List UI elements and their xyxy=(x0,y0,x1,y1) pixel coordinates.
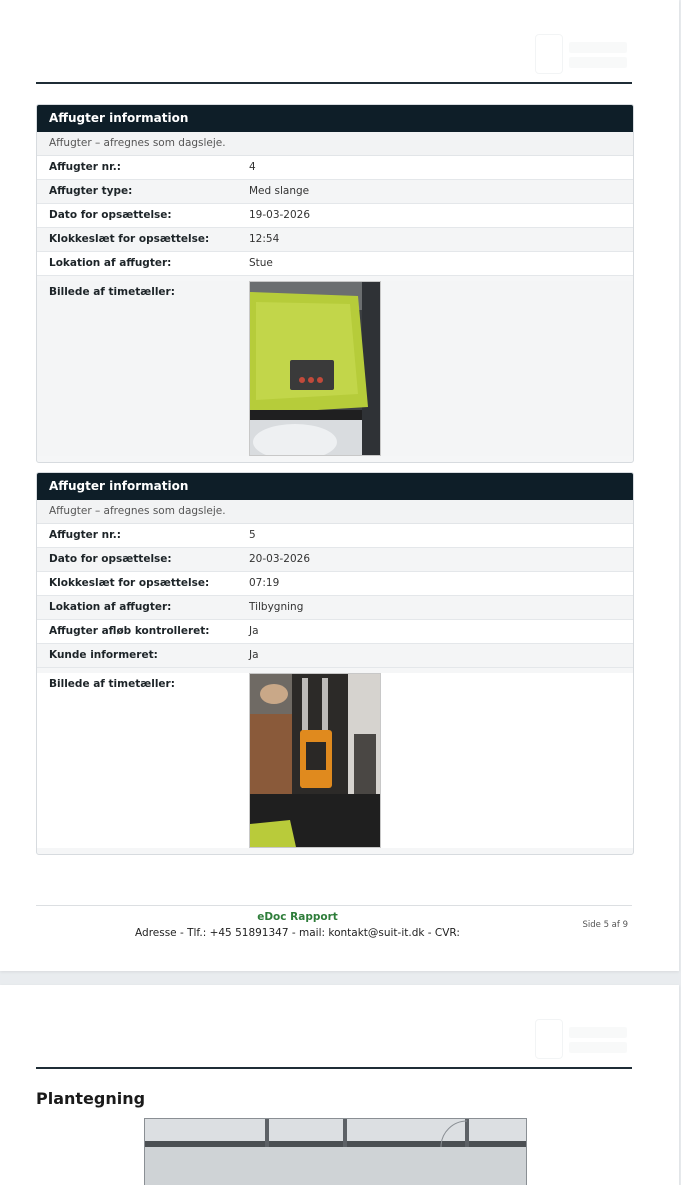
info-row xyxy=(37,620,633,644)
section-title: Affugter information xyxy=(37,105,633,132)
report-page xyxy=(0,985,679,1185)
footer-brand: eDoc Rapport xyxy=(257,911,338,923)
field-value: Stue xyxy=(249,257,273,269)
field-label: Billede af timetæller: xyxy=(49,678,175,690)
section-title: Affugter information xyxy=(37,473,633,500)
field-label: Affugter nr.: xyxy=(49,161,121,173)
field-value: Med slange xyxy=(249,185,310,197)
footer-divider xyxy=(36,905,632,906)
field-value: Tilbygning xyxy=(249,601,304,613)
field-value: Ja xyxy=(249,649,259,661)
field-label: Lokation af affugter: xyxy=(49,601,172,613)
page-number: Side 5 af 9 xyxy=(582,920,628,930)
section-subtitle: Affugter – afregnes som dagsleje. xyxy=(37,500,633,524)
field-value: 12:54 xyxy=(249,233,280,245)
company-logo xyxy=(535,32,631,76)
field-label: Kunde informeret: xyxy=(49,649,158,661)
section-subtitle: Affugter – afregnes som dagsleje. xyxy=(37,132,633,156)
field-label: Lokation af affugter: xyxy=(49,257,172,269)
header-rule xyxy=(36,82,632,84)
field-label: Dato for opsættelse: xyxy=(49,209,172,221)
header-rule xyxy=(36,1067,632,1069)
info-row xyxy=(37,156,633,180)
image-row xyxy=(37,673,633,848)
image-row xyxy=(37,281,633,456)
info-row xyxy=(37,228,633,252)
hour-meter-photo[interactable] xyxy=(249,673,381,848)
field-label: Dato for opsættelse: xyxy=(49,553,172,565)
field-value: Ja xyxy=(249,625,259,637)
info-row xyxy=(37,644,633,668)
info-row xyxy=(37,524,633,548)
info-row xyxy=(37,596,633,620)
info-row xyxy=(37,548,633,572)
field-label: Klokkeslæt for opsættelse: xyxy=(49,233,210,245)
field-label: Affugter nr.: xyxy=(49,529,121,541)
field-value: 5 xyxy=(249,529,256,541)
dehumidifier-section xyxy=(36,104,634,463)
field-value: 20-03-2026 xyxy=(249,553,311,565)
floor-plan-title: Plantegning xyxy=(36,1089,146,1108)
field-label: Klokkeslæt for opsættelse: xyxy=(49,577,210,589)
field-label: Billede af timetæller: xyxy=(49,286,175,298)
dehumidifier-section xyxy=(36,472,634,855)
field-value: 4 xyxy=(249,161,256,173)
field-value: 07:19 xyxy=(249,577,280,589)
footer-address: Adresse - Tlf.: +45 51891347 - mail: kontakt@suit-it.dk - CVR: xyxy=(135,927,460,939)
info-row xyxy=(37,204,633,228)
hour-meter-photo[interactable] xyxy=(249,281,381,456)
floor-plan-image[interactable] xyxy=(144,1118,527,1185)
info-row xyxy=(37,252,633,276)
field-label: Affugter type: xyxy=(49,185,133,197)
company-logo xyxy=(535,1017,631,1061)
info-row xyxy=(37,572,633,596)
info-row xyxy=(37,180,633,204)
field-value: 19-03-2026 xyxy=(249,209,311,221)
field-label: Affugter afløb kontrolleret: xyxy=(49,625,210,637)
